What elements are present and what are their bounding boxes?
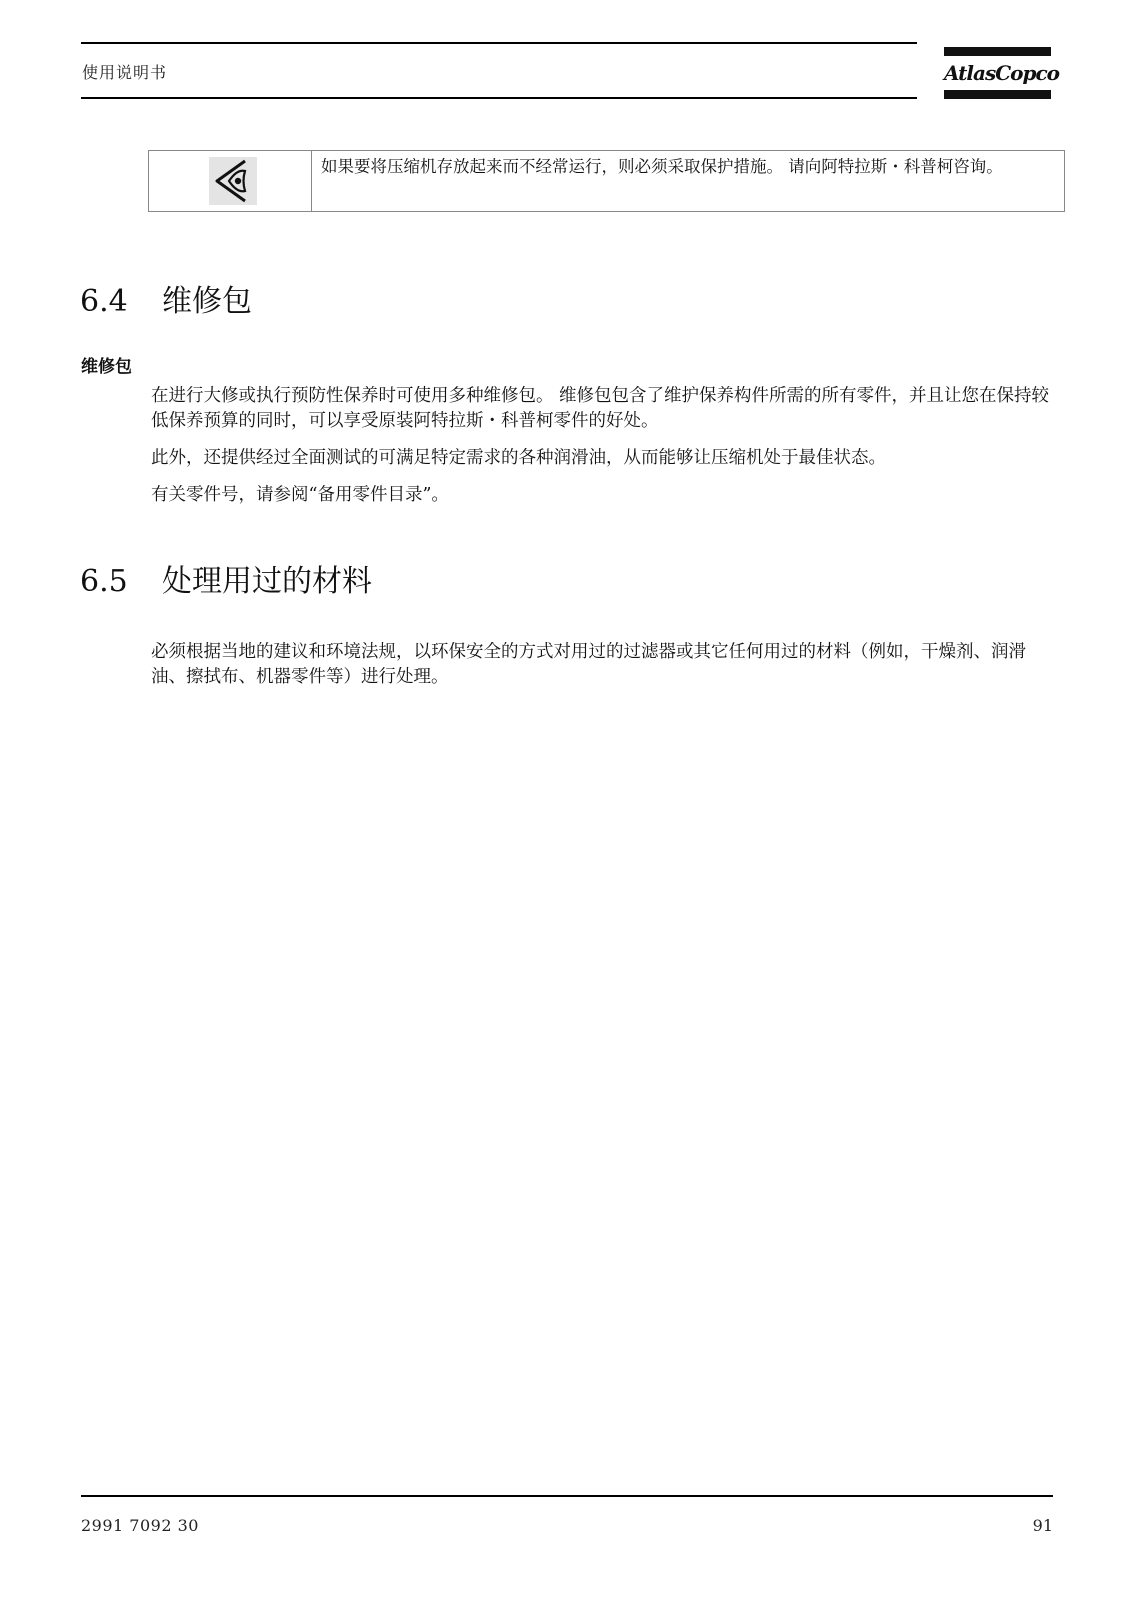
section-heading-6-4 [80,276,252,320]
sub-heading-maintenance-kits: 维修包 [81,357,132,377]
paragraph: 有关零件号，请参阅“备用零件目录”。 [151,485,449,505]
header-title: 使用说明书 [82,63,168,82]
paragraph: 在进行大修或执行预防性保养时可使用多种维修包。 维修包包含了维护保养构件所需的所有零件，并且让您在保持较低保养预算的同时，可以享受原装阿特拉斯・科普柯零件的好处。 [151,386,1050,431]
section-title: 维修包 [162,284,252,319]
notice-icon-cell [149,151,312,211]
section-number: 6.4 [80,284,128,319]
footer-doc-number: 2991 7092 30 [81,1516,199,1535]
footer-page-number: 91 [1032,1516,1053,1535]
header-rule-top [81,42,917,44]
header-rule-bottom [81,97,917,99]
notice-box [148,150,1065,212]
logo-text: AtlasCopco [944,61,1059,85]
paragraph: 必须根据当地的建议和环境法规，以环保安全的方式对用过的过滤器或其它任何用过的材料（例如，干燥剂、润滑油、擦拭布、机器零件等）进行处理。 [151,642,1026,687]
brand-logo [944,45,1059,100]
logo-bar-top [944,47,1051,56]
logo-bar-bottom [944,90,1051,99]
section-heading-6-5 [80,556,372,600]
section-number: 6.5 [80,564,128,599]
section-title: 处理用过的材料 [162,564,372,599]
notice-text: 如果要将压缩机存放起来而不经常运行，则必须采取保护措施。 请向阿特拉斯・科普柯咨询。 [321,157,1003,176]
paragraph: 此外，还提供经过全面测试的可满足特定需求的各种润滑油，从而能够让压缩机处于最佳状态。 [151,448,886,468]
eye-triangle-icon [209,157,257,205]
footer-rule [81,1495,1053,1497]
